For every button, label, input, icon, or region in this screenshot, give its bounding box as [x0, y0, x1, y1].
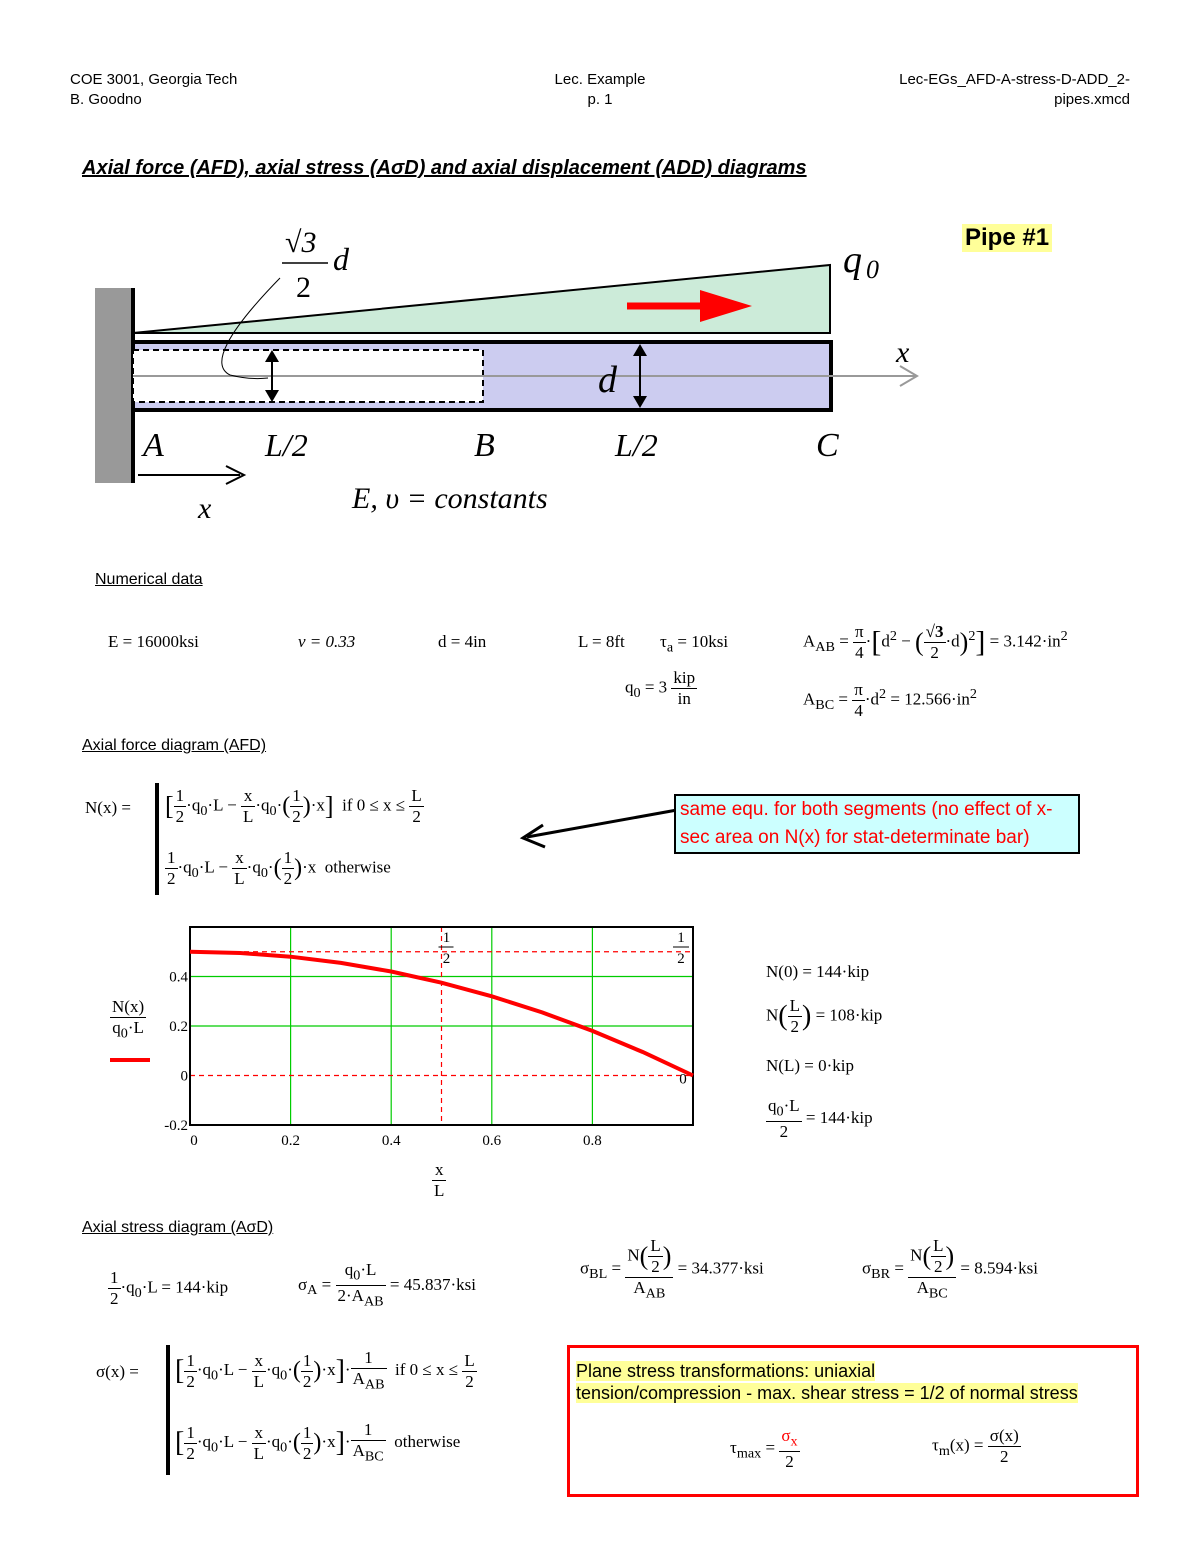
hline-label-den: 2: [677, 951, 685, 967]
y-tick-label: 0: [180, 1068, 188, 1085]
sigma-bl-result: $\sigma_{BL}$ = N( $\frac{L}{2}$ ) $A_{AB}$ = 34.377·ksi: [580, 1236, 764, 1302]
numerical-heading: Numerical data: [95, 571, 203, 588]
nl2-result: N( $\frac{L}{2}$ ) = 108·kip: [766, 996, 883, 1036]
y-tick-label: -0.2: [164, 1118, 188, 1134]
constants-label: E, υ = constants: [352, 482, 548, 515]
x-tick-label: 0.2: [281, 1133, 300, 1149]
d-value: d = 4in: [438, 632, 487, 651]
header-right: [899, 70, 1130, 110]
asd-heading: Axial stress diagram (AσD): [82, 1219, 274, 1236]
tau-a-value: $\tau_a = 10ksi$: [660, 632, 729, 656]
note-arrow: [515, 805, 680, 850]
zero-label: 0: [679, 1071, 687, 1088]
load-q-label: q: [843, 239, 862, 281]
fixed-wall: [95, 288, 133, 483]
q0l2-result: $\frac{q_0\cdot L}{2}$ = 144·kip: [768, 1096, 873, 1142]
x-tick-label: 0.6: [482, 1133, 502, 1149]
nx-lhs: N(x) =: [85, 798, 131, 817]
y-tick-label: 0.4: [169, 969, 188, 986]
tau-max-formula: $\tau_{max}$ = $\frac{\sigma_x}{2}$: [730, 1426, 798, 1472]
l-value: L = 8ft: [578, 632, 625, 651]
length-half-1: L/2: [265, 427, 308, 463]
x-tick-label: 0.8: [583, 1133, 602, 1149]
doc-type: Lec. Example: [554, 71, 646, 88]
afd-heading: Axial force diagram (AFD): [82, 737, 267, 754]
a-bc-formula: $A_{BC}$ = $\frac{\pi}{4}$ $\cdot d^2 = 12.566\cdot in^2$: [803, 680, 977, 720]
vline-label-num: 1: [442, 930, 451, 946]
header-left: [70, 70, 237, 110]
half-q0l-result: $\frac{1}{2}$ $\cdot q_0\cdot L = 144\cdot kip$: [110, 1268, 229, 1308]
sigma-case-2: [ $\frac{1}{2}$ $\cdot q_0\cdot L$ − $\frac{x}{L}$ $\cdot q_0\cdot$( $\frac{1}{2}$ )·x]· $\frac{1}{A_{BC}}$ otherwise: [175, 1420, 461, 1465]
chart-xlabel: $\frac{x}{L}$: [434, 1160, 445, 1200]
outer-dim-label: d: [598, 359, 617, 401]
course-name: COE 3001, Georgia Tech: [70, 71, 238, 88]
nx-case-1: [ $\frac{1}{2}$ $\cdot q_0\cdot L$ − $\frac{x}{L}$ $\cdot q_0\cdot$( $\frac{1}{2}$ )·x] if 0 ≤ x ≤ $\frac{L}{2}$: [165, 786, 422, 826]
vline-label-den: 2: [442, 951, 451, 967]
nl-result: N(L) = 0·kip: [766, 1056, 854, 1075]
tau-m-formula: $\tau_m(x)$ = $\frac{\sigma(x)}{2}$: [932, 1426, 1019, 1466]
chart-ylabel: $\frac{N(x)}{q_0\cdot L}$: [112, 997, 145, 1042]
e-value: E = 16000ksi: [108, 632, 199, 651]
author-name: B. Goodno: [70, 91, 142, 108]
y-tick-label: 0.2: [169, 1019, 188, 1035]
nx-piecewise-bar: [155, 783, 159, 895]
page-title: Axial force (AFD), axial stress (AσD) and axial displacement (ADD) diagrams: [82, 157, 807, 179]
hline-label-num: 1: [677, 930, 685, 946]
file-name-1: Lec-EGs_AFD-A-stress-D-ADD_2-: [899, 71, 1130, 88]
inner-dim-var: d: [333, 241, 349, 277]
file-name-2: pipes.xmcd: [1054, 91, 1130, 108]
pipe-label: Pipe #1: [962, 224, 1052, 252]
point-a: A: [143, 427, 164, 464]
point-c: C: [816, 427, 839, 464]
sigma-case-1: [ $\frac{1}{2}$ $\cdot q_0\cdot L$ − $\frac{x}{L}$ $\cdot q_0\cdot$( $\frac{1}{2}$ )·x]· $\frac{1}{A_{AB}}$ if 0 ≤ x ≤ $\frac{L}{2}$: [175, 1348, 475, 1393]
afd-note: same equ. for both segments (no effect of x-sec area on N(x) for stat-determinate bar): [674, 794, 1080, 854]
x-below-label: x: [198, 492, 212, 525]
plane-stress-line-2: tension/compression - max. shear stress = 1/2 of normal stress: [576, 1383, 1078, 1403]
header-center: [540, 70, 660, 110]
sigma-br-result: $\sigma_{BR}$ = N( $\frac{L}{2}$ ) $A_{BC}$ = 8.594·ksi: [862, 1236, 1039, 1302]
a-ab-formula: $A_{AB}$ = $\frac{\pi}{4}$ $\cdot[d^2$ − ( $\frac{√3}{2}$ $\cdot d)^2] = 3.142\cdot in^2$: [803, 622, 1068, 662]
pipe-figure: [0, 210, 1200, 540]
nx-case-2: $\frac{1}{2}$ $\cdot q_0\cdot L$ − $\frac{x}{L}$ $\cdot q_0\cdot$( $\frac{1}{2}$ )·x otherwise: [167, 848, 391, 888]
x-tick-label: 0: [190, 1133, 198, 1149]
sigma-piecewise-bar: [166, 1345, 170, 1475]
inner-dim-sqrt: √3: [285, 226, 317, 259]
nu-value: ν = 0.33: [298, 632, 356, 651]
plane-stress-box: [567, 1345, 1139, 1497]
afd-chart: [160, 920, 720, 1160]
sigma-x-lhs: σ(x) =: [96, 1362, 139, 1381]
n0-result: N(0) = 144·kip: [766, 962, 870, 981]
chart-legend-line: [110, 1058, 150, 1062]
page-number: p. 1: [587, 91, 613, 108]
point-b: B: [474, 427, 495, 464]
inner-dim-den: 2: [296, 271, 311, 304]
x-tick-label: 0.4: [381, 1133, 401, 1149]
sigma-a-result: $\sigma_A$ = $\frac{q_0\cdot L}{2\cdot A_{AB}}$ = 45.837·ksi: [298, 1260, 476, 1310]
load-q-sub: 0: [866, 255, 879, 284]
length-half-2: L/2: [615, 427, 658, 463]
plane-stress-line-1: Plane stress transformations: uniaxial: [576, 1361, 876, 1381]
q0-value: $q_0 = 3$ $\frac{\text{kip}}{in}$: [625, 668, 696, 708]
axis-x-label: x: [896, 336, 910, 369]
